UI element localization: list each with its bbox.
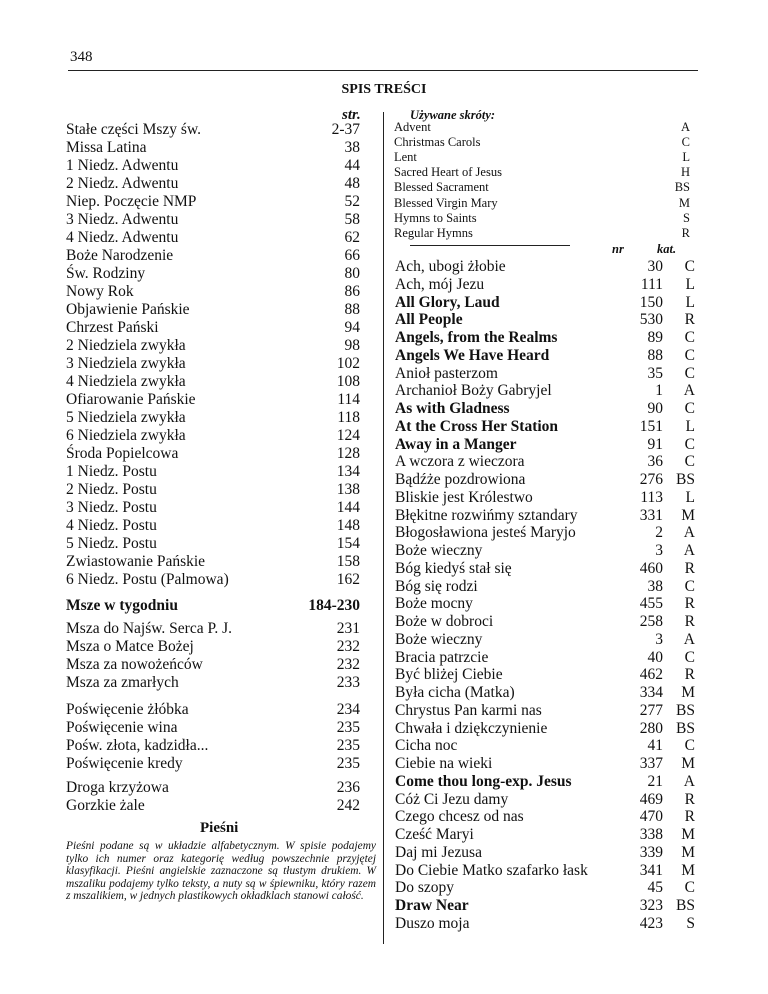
toc-entry-title: Poświęcenie kredy (66, 755, 183, 772)
hymn-entry (395, 453, 695, 471)
toc-entry-pages: 235 (336, 755, 360, 772)
hymn-category: L (685, 417, 695, 435)
toc-entry-pages: 2-37 (331, 121, 360, 138)
hymn-category: R (684, 595, 695, 613)
abbreviation-code: A (680, 120, 690, 134)
hymn-category: R (684, 613, 695, 630)
abbreviation-name: Lent (394, 150, 417, 165)
piesni-note: Pieśni podane są w układzie alfabetycznym. W spisie podajemy tylko ich numer oraz kategorię według powszechnie przyjętej klasyfikacji. Pieśni angielskie zaznaczone są tłustym drukiem. W mszaliku podajemy tylko teksty, a nuty są w śpiewniku, który razem z mszalikiem, w jednych plastikowych okładklach stanowi całość. (66, 840, 376, 903)
toc-entry-title: Chrzest Pański (66, 319, 159, 336)
toc-entry-pages: 148 (336, 517, 360, 534)
toc-entry-pages: 88 (344, 301, 360, 318)
hymn-title: At the Cross Her Station (395, 417, 559, 435)
hymn-title: Błogosławiona jesteś Maryjo (395, 524, 576, 542)
hymn-number: 113 (640, 488, 663, 506)
toc-entry-title: Msza za nowożeńców (66, 656, 203, 673)
toc-entry-title: 3 Niedz. Adwentu (66, 211, 179, 228)
toc-entry-title: Nowy Rok (66, 283, 134, 300)
abbreviations-heading: Używane skróty: (410, 108, 496, 122)
abbreviation-code: C (681, 135, 690, 150)
hymn-entry (395, 311, 695, 329)
hymn-entry (395, 347, 695, 365)
toc-entry (66, 157, 360, 175)
hymn-entry (395, 365, 695, 383)
toc-entry-title: 1 Niedz. Postu (66, 463, 157, 480)
abbreviation-code: R (681, 225, 690, 240)
hymn-category: C (684, 400, 695, 417)
hymn-number: 91 (647, 435, 663, 453)
toc-entry (66, 463, 360, 481)
abbreviation-row (394, 150, 690, 165)
piesni-heading: Pieśni (200, 820, 239, 836)
toc-entry-pages: 62 (344, 229, 360, 246)
toc-entry (66, 301, 360, 319)
hymn-category: C (684, 346, 695, 364)
hymn-title: Bądźże pozdrowiona (395, 471, 526, 488)
toc-entry-title: Droga krzyżowa (66, 779, 169, 796)
hymn-entry (395, 382, 695, 400)
hymn-entry (395, 879, 695, 897)
toc-entry (66, 638, 360, 656)
hymn-number: 30 (647, 258, 663, 275)
hymn-entry (395, 720, 695, 738)
toc-entry-pages: 232 (336, 638, 360, 655)
hymn-entry (395, 773, 695, 791)
toc-entry (66, 499, 360, 517)
hymn-entry (395, 400, 695, 418)
toc-entry-pages: 134 (336, 463, 360, 480)
hymn-title: Do Ciebie Matko szafarko łask (395, 861, 588, 879)
hymn-category: M (681, 684, 695, 701)
abbreviation-row (394, 165, 690, 180)
hymn-title: Ciebie na wieki (395, 755, 493, 772)
hymn-category: L (685, 275, 695, 293)
hymn-category: A (683, 542, 695, 559)
abbreviation-row (394, 196, 690, 211)
hymn-entry (395, 542, 695, 560)
hymn-number: 339 (639, 843, 663, 861)
toc-entry (66, 737, 360, 755)
toc-entry (66, 319, 360, 337)
hymn-category: C (684, 435, 695, 453)
toc-entry-pages: 235 (336, 737, 360, 754)
hymn-number: 38 (647, 577, 663, 595)
toc-entry-title: Św. Rodziny (66, 265, 146, 282)
toc-entry (66, 211, 360, 229)
hymn-title: Bóg kiedyś stał się (395, 559, 512, 577)
abbreviation-name: Blessed Virgin Mary (394, 195, 498, 210)
hymn-entry (395, 578, 695, 596)
toc-entry (66, 247, 360, 265)
hymn-number: 3 (655, 630, 663, 648)
hymn-entry (395, 507, 695, 525)
hymn-number: 423 (639, 914, 663, 932)
hymn-entry (395, 595, 695, 613)
hymn-title: Duszo moja (395, 914, 470, 932)
hymn-title: Czego chcesz od nas (395, 808, 524, 826)
hymn-entry (395, 294, 695, 312)
hymn-number: 36 (647, 453, 663, 471)
hymn-category: L (685, 293, 695, 311)
hymn-title: Away in a Manger (395, 435, 517, 453)
hymn-number: 470 (639, 808, 663, 826)
hymn-title: Bracia patrzcie (395, 648, 489, 666)
toc-entry (66, 517, 360, 535)
hymn-category: M (681, 755, 695, 772)
toc-entry-pages: 44 (344, 157, 360, 174)
toc-entry (66, 755, 360, 773)
hymn-entry (395, 755, 695, 773)
hymn-title: Być bliżej Ciebie (395, 666, 503, 684)
hymn-number: 41 (647, 737, 663, 755)
hymn-title: Boże mocny (395, 595, 473, 613)
abbreviation-name: Regular Hymns (394, 225, 473, 240)
hymn-number: 45 (647, 879, 663, 897)
hymn-category: S (686, 914, 695, 932)
hymn-category: C (684, 577, 695, 595)
toc-entry-pages: 66 (344, 247, 360, 264)
hymn-entry (395, 649, 695, 667)
toc-entry-pages: 80 (344, 265, 360, 282)
toc-entry-pages: 114 (337, 391, 360, 408)
toc-entry (66, 701, 360, 719)
hymn-title: Chwała i dziękczynienie (395, 719, 548, 737)
toc-entry (66, 481, 360, 499)
hymn-entry (395, 276, 695, 294)
toc-entry (66, 121, 360, 139)
toc-entry-pages: 118 (337, 409, 360, 426)
hymn-entry (395, 418, 695, 436)
hymn-entry (395, 436, 695, 454)
hymn-title: Daj mi Jezusa (395, 843, 482, 861)
hymn-number: 40 (647, 648, 663, 666)
toc-entry-pages: 235 (336, 719, 360, 736)
hymn-title: Cześć Maryi (395, 826, 474, 843)
hymn-number: 334 (639, 684, 663, 701)
hymn-title: Boże w dobroci (395, 613, 494, 630)
top-rule (68, 70, 698, 71)
hymn-category: M (681, 843, 695, 861)
toc-entry-pages: 184-230 (308, 597, 360, 614)
column-divider (383, 112, 384, 944)
toc-entry-pages: 162 (336, 571, 360, 588)
toc-entry (66, 445, 360, 463)
hymn-title: Do szopy (395, 879, 454, 897)
toc-entry-title: Gorzkie żale (66, 797, 145, 814)
toc-entry-pages: 98 (344, 337, 360, 354)
toc-entry-pages: 48 (344, 175, 360, 192)
abbreviation-name: Advent (394, 120, 431, 134)
toc-entry-pages: 86 (344, 283, 360, 300)
toc-entry-pages: 232 (336, 656, 360, 673)
abbreviation-row (394, 180, 690, 195)
toc-entry-pages: 102 (336, 355, 360, 372)
toc-entry-title: 6 Niedz. Postu (Palmowa) (66, 571, 229, 588)
hymn-title: All People (395, 311, 463, 329)
hymn-title: Błękitne rozwińmy sztandary (395, 506, 578, 524)
hymn-category: R (684, 559, 695, 577)
toc-entry (66, 265, 360, 283)
hymn-title: Bliskie jest Królestwo (395, 488, 533, 506)
hymn-number: 21 (647, 772, 663, 790)
hymn-entry (395, 808, 695, 826)
hymn-entry (395, 631, 695, 649)
page-number: 348 (70, 49, 93, 65)
hymn-entry (395, 684, 695, 702)
toc-entry (66, 620, 360, 638)
hymn-title: Cicha noc (395, 737, 458, 755)
toc-entry (66, 229, 360, 247)
hymn-entry (395, 915, 695, 933)
hymn-title: Draw Near (395, 897, 469, 914)
hymn-entry (395, 844, 695, 862)
toc-entry-title: 2 Niedziela zwykła (66, 337, 186, 354)
hymn-category: A (683, 524, 695, 542)
hymn-title: Archanioł Boży Gabryjel (395, 382, 552, 400)
hymn-title: A wczora z wieczora (395, 453, 525, 471)
hymn-category: M (681, 826, 695, 843)
hymn-title: Boże wieczny (395, 542, 483, 559)
hymn-category: BS (676, 897, 695, 914)
toc-entry (66, 283, 360, 301)
abbreviation-name: Christmas Carols (394, 135, 481, 150)
abbreviations-rule (410, 245, 570, 246)
hymn-title: As with Gladness (395, 400, 510, 417)
hymn-category: C (684, 879, 695, 897)
hymn-number: 90 (647, 400, 663, 417)
toc-entry-pages: 233 (336, 674, 360, 691)
toc-entry-title: 4 Niedz. Postu (66, 517, 157, 534)
toc-entry-pages: 236 (336, 779, 360, 796)
hymn-number: 337 (639, 755, 663, 772)
abbreviation-row (394, 226, 690, 241)
toc-entry-pages: 94 (344, 319, 360, 336)
hymn-number: 280 (639, 719, 663, 737)
toc-entry-title: Ofiarowanie Pańskie (66, 391, 196, 408)
hymn-number: 469 (639, 790, 663, 808)
toc-entry-title: Objawienie Pańskie (66, 301, 190, 318)
hymn-category: C (684, 364, 695, 382)
hymn-number: 462 (639, 666, 663, 684)
hymn-entry (395, 613, 695, 631)
toc-entry-title: 2 Niedz. Adwentu (66, 175, 179, 192)
hymn-number: 276 (639, 471, 663, 488)
hymn-number: 331 (639, 506, 663, 524)
toc-entry-title: 5 Niedz. Postu (66, 535, 157, 552)
hymn-title: All Glory, Laud (395, 293, 500, 311)
toc-entry (66, 175, 360, 193)
toc-entry-title: Poświęcenie żłóbka (66, 701, 189, 718)
toc-entry-title: 3 Niedz. Postu (66, 499, 157, 516)
toc-entry-title: Środa Popielcowa (66, 445, 179, 462)
hymn-number: 150 (639, 293, 663, 311)
page-title: SPIS TREŚCI (341, 82, 427, 97)
toc-entry-title: Msze w tygodniu (66, 597, 178, 614)
toc-entry-pages: 52 (344, 193, 360, 210)
abbreviation-code: S (683, 210, 690, 225)
abbreviation-code: M (678, 195, 690, 210)
hymn-entry (395, 560, 695, 578)
hymn-title: Cóż Ci Jezu damy (395, 790, 509, 808)
hymn-category: R (684, 808, 695, 826)
hymn-category: M (681, 861, 695, 879)
toc-entry-pages: 108 (336, 373, 360, 390)
hymn-number: 338 (639, 826, 663, 843)
toc-entry-pages: 144 (336, 499, 360, 516)
hymn-title: Bóg się rodzi (395, 577, 478, 595)
hymn-entry (395, 329, 695, 347)
hymn-category: C (684, 737, 695, 755)
hymn-title: Angels We Have Heard (395, 346, 550, 364)
toc-entry-pages: 234 (336, 701, 360, 718)
toc-entry (66, 797, 360, 815)
hymn-number: 455 (639, 595, 663, 613)
hymn-number: 111 (640, 275, 663, 293)
hymn-category: BS (676, 471, 695, 488)
hymn-number: 2 (655, 524, 663, 542)
toc-entry (66, 571, 360, 589)
toc-entry-title: 4 Niedziela zwykła (66, 373, 186, 390)
toc-entry (66, 553, 360, 571)
toc-entry-pages: 124 (336, 427, 360, 444)
hymn-category: R (684, 311, 695, 329)
toc-entry (66, 409, 360, 427)
hymn-category: R (684, 790, 695, 808)
toc-entry-title: Stałe części Mszy św. (66, 121, 202, 138)
hymn-title: Ach, mój Jezu (395, 275, 485, 293)
toc-entry-title: Missa Latina (66, 139, 147, 156)
hymn-category: R (684, 666, 695, 684)
toc-entry-title: 4 Niedz. Adwentu (66, 229, 179, 246)
hymn-number: 323 (639, 897, 663, 914)
hymn-number: 460 (639, 559, 663, 577)
toc-entry (66, 427, 360, 445)
nr-column-header: nr (612, 242, 624, 256)
toc-entry-title: 6 Niedziela zwykła (66, 427, 186, 444)
hymn-category: C (684, 258, 695, 275)
toc-entry (66, 779, 360, 797)
hymn-number: 258 (639, 613, 663, 630)
hymn-category: C (684, 648, 695, 666)
abbreviation-code: H (680, 165, 690, 180)
toc-entry-title: Msza do Najśw. Serca P. J. (66, 620, 233, 637)
toc-entry (66, 719, 360, 737)
toc-entry-pages: 242 (336, 797, 360, 814)
hymn-number: 341 (639, 861, 663, 879)
hymn-number: 1 (655, 382, 663, 400)
abbreviation-row (394, 120, 690, 135)
abbreviation-name: Sacred Heart of Jesus (394, 165, 502, 180)
hymn-number: 277 (639, 701, 663, 719)
hymn-category: L (685, 488, 695, 506)
hymn-category: BS (676, 719, 695, 737)
toc-entry-pages: 58 (344, 211, 360, 228)
hymn-category: A (683, 630, 695, 648)
hymn-entry (395, 666, 695, 684)
toc-entry-pages: 231 (336, 620, 360, 637)
hymn-title: Boże wieczny (395, 630, 483, 648)
hymn-number: 3 (655, 542, 663, 559)
toc-entry-title: Pośw. złota, kadzidła... (66, 737, 209, 754)
hymn-title: Anioł pasterzom (395, 364, 498, 382)
hymn-entry (395, 862, 695, 880)
hymn-entry (395, 897, 695, 915)
toc-entry (66, 139, 360, 157)
hymn-number: 88 (647, 346, 663, 364)
toc-entry-pages: 154 (336, 535, 360, 552)
toc-entry-pages: 128 (336, 445, 360, 462)
page-column-header: str. (342, 107, 361, 123)
hymn-entry (395, 702, 695, 720)
toc-entry-title: 5 Niedziela zwykła (66, 409, 186, 426)
hymn-title: Come thou long-exp. Jesus (395, 772, 572, 790)
hymn-category: BS (676, 701, 695, 719)
abbreviation-name: Blessed Sacrament (394, 180, 489, 195)
hymn-category: A (683, 382, 695, 400)
toc-entry-pages: 138 (336, 481, 360, 498)
abbreviation-row (394, 211, 690, 226)
hymn-number: 89 (647, 329, 663, 346)
hymn-category: C (684, 329, 695, 346)
toc-entry-title: Msza za zmarłych (66, 674, 179, 691)
hymn-category: C (684, 453, 695, 471)
toc-entry-title: Boże Narodzenie (66, 247, 174, 264)
toc-entry-title: 2 Niedz. Postu (66, 481, 157, 498)
toc-entry (66, 391, 360, 409)
toc-entry (66, 597, 360, 615)
hymn-entry (395, 489, 695, 507)
hymn-number: 151 (639, 417, 663, 435)
toc-entry-title: Poświęcenie wina (66, 719, 178, 736)
toc-entry-title: 1 Niedz. Adwentu (66, 157, 179, 174)
toc-entry (66, 355, 360, 373)
toc-entry-title: Niep. Poczęcie NMP (66, 193, 197, 210)
kat-column-header: kat. (657, 242, 677, 256)
toc-entry-pages: 38 (344, 139, 360, 156)
abbreviation-code: BS (674, 180, 690, 195)
hymn-number: 35 (647, 364, 663, 382)
toc-entry-title: 3 Niedziela zwykła (66, 355, 186, 372)
hymn-entry (395, 737, 695, 755)
toc-entry (66, 656, 360, 674)
hymn-title: Ach, ubogi żłobie (395, 258, 506, 275)
toc-entry (66, 373, 360, 391)
toc-entry (66, 674, 360, 692)
hymn-entry (395, 826, 695, 844)
abbreviation-name: Hymns to Saints (394, 210, 477, 225)
hymn-entry (395, 524, 695, 542)
toc-entry-title: Msza o Matce Bożej (66, 638, 194, 655)
hymn-category: M (681, 506, 695, 524)
toc-entry-pages: 158 (336, 553, 360, 570)
hymn-category: A (683, 772, 695, 790)
hymn-entry (395, 471, 695, 489)
abbreviation-row (394, 135, 690, 150)
toc-entry-title: Zwiastowanie Pańskie (66, 553, 206, 570)
hymn-title: Angels, from the Realms (395, 329, 558, 346)
hymn-entry (395, 258, 695, 276)
hymn-entry (395, 791, 695, 809)
toc-entry (66, 193, 360, 211)
hymn-title: Chrystus Pan karmi nas (395, 701, 542, 719)
toc-entry (66, 337, 360, 355)
hymn-number: 530 (639, 311, 663, 329)
toc-entry (66, 535, 360, 553)
abbreviation-code: L (682, 150, 690, 165)
hymn-title: Była cicha (Matka) (395, 684, 515, 701)
